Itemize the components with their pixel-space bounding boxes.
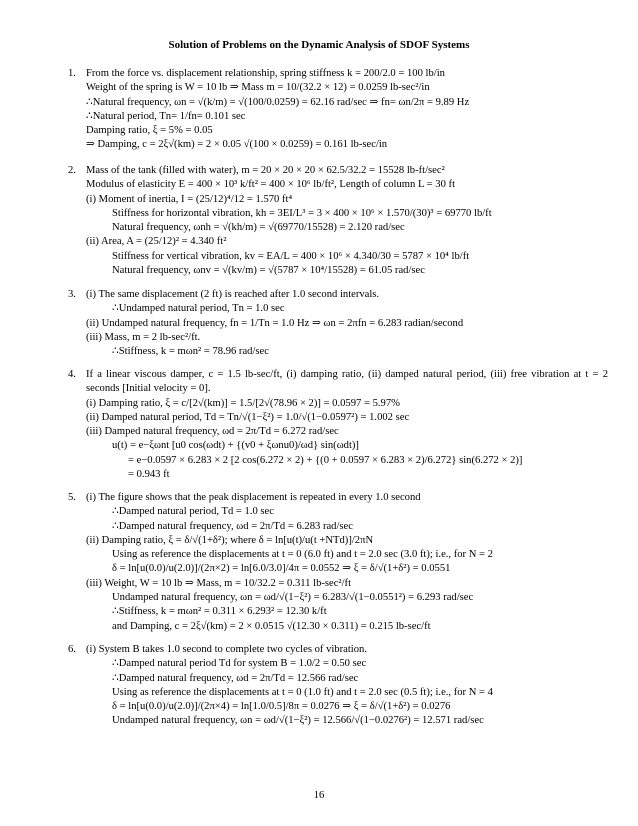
solution-line: Undamped natural frequency, ωn = ωd/√(1−ξ²) = 6.283/√(1−0.0551²) = 6.293 rad/sec — [112, 592, 474, 604]
problem-body — [86, 491, 608, 634]
solution-line: Using as reference the displacements at t = 0 (6.0 ft) and t = 2.0 sec (3.0 ft); i.e., for N = 2 — [112, 549, 493, 561]
problem-4 — [68, 368, 608, 482]
solution-line: ∴Damped natural period Td for system B = 1.0/2 = 0.50 sec — [112, 658, 367, 670]
solution-line: (ii) Undamped natural frequency, fn = 1/Tn = 1.0 Hz ⇒ ωn = 2πfn = 6.283 radian/second — [86, 317, 464, 329]
problem-5 — [68, 491, 608, 634]
problem-number: 4. — [68, 369, 76, 380]
solution-line: (i) System B takes 1.0 second to complete two cycles of vibration. — [86, 644, 367, 655]
problem-number: 3. — [68, 289, 76, 300]
problem-body — [86, 67, 608, 153]
solution-line: (i) Damping ratio, ξ = c/[2√(km)] = 1.5/[2√(78.96 × 2)] = 0.0597 = 5.97% — [86, 397, 400, 409]
solution-line: Modulus of elasticity E = 400 × 10³ k/ft² = 400 × 10⁶ lb/ft², Length of column L = 30 ft — [86, 179, 456, 191]
solution-line: ∴Natural period, Tn= 1/fn= 0.101 sec — [86, 110, 246, 122]
solution-line: Weight of the spring is W = 10 lb ⇒ Mass m = 10/(32.2 × 12) = 0.0259 lb-sec²/in — [86, 82, 430, 94]
solution-line: ∴Damped natural frequency, ωd = 2π/Td = 6.283 rad/sec — [112, 520, 353, 532]
problem-body — [86, 288, 608, 359]
solution-line: Damping ratio, ξ = 5% = 0.05 — [86, 125, 213, 137]
solution-line: = 0.943 ft — [128, 469, 170, 481]
solution-line: Natural frequency, ωnh = √(kh/m) = √(69770/15528) = 2.120 rad/sec — [112, 222, 405, 234]
document-title: Solution of Problems on the Dynamic Analysis of SDOF Systems — [168, 39, 470, 51]
solution-line: δ = ln[u(0.0)/u(2.0)]/(2π×2) = ln[6.0/3.0]/4π = 0.0552 ⇒ ξ = δ/√(1+δ²) = 0.0551 — [112, 563, 451, 575]
solution-line: If a linear viscous damper, c = 1.5 lb-sec/ft, (i) damping ratio, (ii) damped natural period, (iii) free vibration at t = 2 seconds [Initial velocity = 0]. — [86, 369, 608, 395]
solution-line: Mass of the tank (filled with water), m = 20 × 20 × 20 × 62.5/32.2 = 15528 lb-ft/sec² — [86, 165, 445, 176]
problem-number: 6. — [68, 644, 76, 655]
problem-number: 2. — [68, 165, 76, 176]
solution-line: u(t) = e−ξωnt [u0 cos(ωdt) + {(v0 + ξωnu0)/ωd} sin(ωdt)] — [112, 440, 359, 452]
problem-1 — [68, 67, 608, 153]
solution-line: ∴Damped natural period, Td = 1.0 sec — [112, 506, 274, 518]
solution-line: ∴Damped natural frequency, ωd = 2π/Td = 12.566 rad/sec — [112, 672, 359, 684]
problem-2 — [68, 164, 608, 278]
solution-line: Stiffness for horizontal vibration, kh = 3EI/L³ = 3 × 400 × 10⁶ × 1.570/(30)³ = 69770 lb/ft — [112, 207, 492, 219]
solution-line: (ii) Damping ratio, ξ = δ/√(1+δ²); where δ = ln[u(t)/u(t +NTd)]/2πN — [86, 534, 374, 546]
solution-line: ∴Undamped natural period, Tn = 1.0 sec — [112, 303, 285, 315]
solution-line: ∴Natural frequency, ωn = √(k/m) = √(100/0.0259) = 62.16 rad/sec ⇒ fn= ωn/2π = 9.89 Hz — [86, 96, 470, 108]
solution-line: (ii) Damped natural period, Td = Tn/√(1−ξ²) = 1.0/√(1−0.0597²) = 1.002 sec — [86, 411, 410, 423]
solution-line: Undamped natural frequency, ωn = ωd/√(1−ξ²) = 12.566/√(1−0.0276²) = 12.571 rad/sec — [112, 715, 484, 727]
solution-line: and Damping, c = 2ξ√(km) = 2 × 0.0515 √(12.30 × 0.311) = 0.215 lb-sec/ft — [112, 620, 431, 632]
problem-6 — [68, 643, 608, 729]
problem-body — [86, 368, 608, 482]
solution-line: ∴Stiffness, k = mωn² = 78.96 rad/sec — [112, 346, 269, 358]
solution-line: (i) The same displacement (2 ft) is reached after 1.0 second intervals. — [86, 289, 380, 300]
solution-line: From the force vs. displacement relationship, spring stiffness k = 200/2.0 = 100 lb/in — [86, 68, 445, 79]
solution-line: (iii) Weight, W = 10 lb ⇒ Mass, m = 10/32.2 = 0.311 lb-sec²/ft — [86, 577, 352, 589]
solution-line: (iii) Mass, m = 2 lb-sec²/ft. — [86, 331, 201, 343]
solution-line: Natural frequency, ωnv = √(kv/m) = √(5787 × 10⁴/15528) = 61.05 rad/sec — [112, 265, 425, 277]
solution-line: ∴Stiffness, k = mωn² = 0.311 × 6.293² = 12.30 k/ft — [112, 606, 327, 618]
solution-line: Using as reference the displacements at t = 0 (1.0 ft) and t = 2.0 sec (0.5 ft); i.e., for N = 4 — [112, 686, 493, 698]
solution-line: (i) Moment of inertia, I = (25/12)⁴/12 = 1.570 ft⁴ — [86, 193, 293, 205]
problem-3 — [68, 288, 608, 359]
page-number: 16 — [313, 790, 325, 801]
solution-line: Stiffness for vertical vibration, kv = EA/L = 400 × 10⁶ × 4.340/30 = 5787 × 10⁴ lb/ft — [112, 250, 470, 262]
solution-line: (ii) Area, A = (25/12)² = 4.340 ft² — [86, 236, 227, 248]
problem-body — [86, 643, 608, 729]
solution-line: ⇒ Damping, c = 2ξ√(km) = 2 × 0.05 √(100 × 0.0259) = 0.161 lb-sec/in — [86, 139, 388, 151]
solution-line: = e−0.0597 × 6.283 × 2 [2 cos(6.272 × 2) + {(0 + 0.0597 × 6.283 × 2)/6.272} sin(6.272 × 2)] — [128, 454, 523, 466]
solution-line: (iii) Damped natural frequency, ωd = 2π/Td = 6.272 rad/sec — [86, 426, 339, 438]
problem-body — [86, 164, 608, 278]
problem-number: 1. — [68, 68, 76, 79]
solution-line: (i) The figure shows that the peak displacement is repeated in every 1.0 second — [86, 492, 421, 503]
solution-line: δ = ln[u(0.0)/u(2.0)]/(2π×4) = ln[1.0/0.5]/8π = 0.0276 ⇒ ξ = δ/√(1+δ²) = 0.0276 — [112, 701, 451, 713]
problem-number: 5. — [68, 492, 76, 503]
